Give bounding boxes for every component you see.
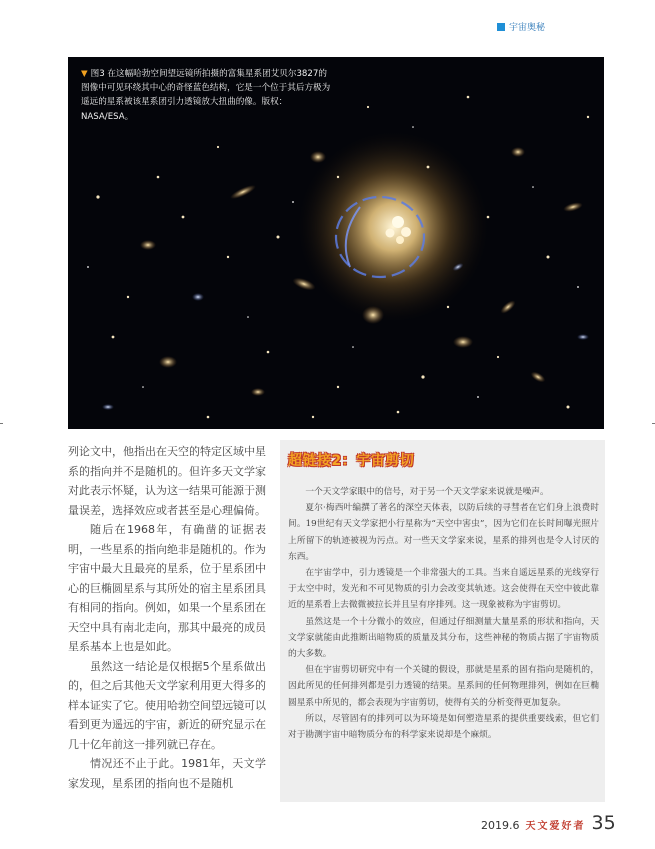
section-tag	[497, 20, 545, 33]
page-number: 35	[591, 812, 616, 834]
main-text-column	[68, 442, 266, 793]
caption-triangle-icon: ▼	[81, 69, 88, 79]
sidebar-paragraph: 但在宇宙剪切研究中有一个关键的假设，那就是星系的固有指向是随机的，因此所见的任何排列都是引力透镜的结果。星系间的任何物理排列，例如在巨椭圆星系中所见的，都会表现为宇宙剪切，使得有关的分析变得更加复杂。	[288, 665, 599, 708]
sidebar-paragraph: 夏尔·梅西叶编撰了著名的深空天体表，以防后续的寻彗者在它们身上浪费时间。19世纪有天文学家把小行星称为“天空中害虫”，因为它们在长时间曝光照片上所留下的轨迹被视为污点。对一些天文学家来说，星系的排列也是令人讨厌的东西。	[288, 503, 599, 562]
paragraph: 随后在1968年，有确凿的证据表明，一些星系的指向绝非是随机的。作为宇宙中最大且最亮的星系，位于星系团中心的巨椭圆星系与其所处的宿主星系团具有相同的指向。例如，如果一个星系团在天空中具有南北走向，那其中最亮的成员星系基本上也是如此。	[68, 523, 266, 653]
hubble-cluster-image	[68, 57, 604, 429]
crop-mark	[0, 423, 3, 424]
issue-date: 2019.6	[481, 819, 520, 832]
section-square-icon	[497, 23, 505, 31]
hyperlink-sidebar	[280, 440, 605, 802]
magazine-name: 天文爱好者	[525, 821, 586, 832]
section-label: 宇宙奥秘	[509, 23, 546, 33]
paragraph: 虽然这一结论是仅根据5个星系做出的，但之后其他天文学家利用更大得多的样本证实了它。使用哈勃空间望远镜可以看到更为遥远的宇宙，新近的研究显示在几十亿年前这一排列就已存在。	[68, 659, 266, 751]
sidebar-body	[288, 484, 599, 743]
sidebar-paragraph: 在宇宙学中，引力透镜是一个非常强大的工具。当来自遥远星系的光线穿行于太空中时，发光和不可见物质的引力会改变其轨迹。这会使得在天空中彼此靠近的星系看上去微微被拉长并且呈有序排列。这一现象被称为宇宙剪切。	[288, 568, 599, 611]
paragraph: 情况还不止于此。1981年，天文学家发现，星系团的指向也不是随机	[68, 757, 266, 790]
sidebar-paragraph: 一个天文学家眼中的信号，对于另一个天文学家来说就是噪声。	[305, 487, 549, 497]
sidebar-paragraph: 所以，尽管固有的排列可以为环境是如何塑造星系的提供重要线索，但它们对于勘测宇宙中暗物质分布的科学家来说却是个麻烦。	[288, 713, 599, 741]
figure-caption	[81, 67, 333, 124]
page-footer	[481, 812, 616, 834]
paragraph: 列论文中，他指出在天空的特定区域中星系的指向并不是随机的。但许多天文学家对此表示怀疑，认为这一结果可能源于测量误差，选择效应或者甚至是心理偏倚。	[68, 445, 266, 517]
caption-text: 图3 在这幅哈勃空间望远镜所拍摄的富集星系团艾贝尔3827的图像中可见环绕其中心的奇怪蓝色结构，它是一个位于其后方极为遥远的星系被该星系团引力透镜放大扭曲的像。版权：NASA/ESA。	[81, 69, 331, 122]
sidebar-title: 超链接2：宇宙剪切	[288, 453, 415, 469]
sidebar-paragraph: 虽然这是一个十分微小的效应，但通过仔细测量大量星系的形状和指向，天文学家就能由此推断出暗物质的质量及其分布，这些神秘的物质占据了宇宙物质的大多数。	[288, 616, 599, 660]
